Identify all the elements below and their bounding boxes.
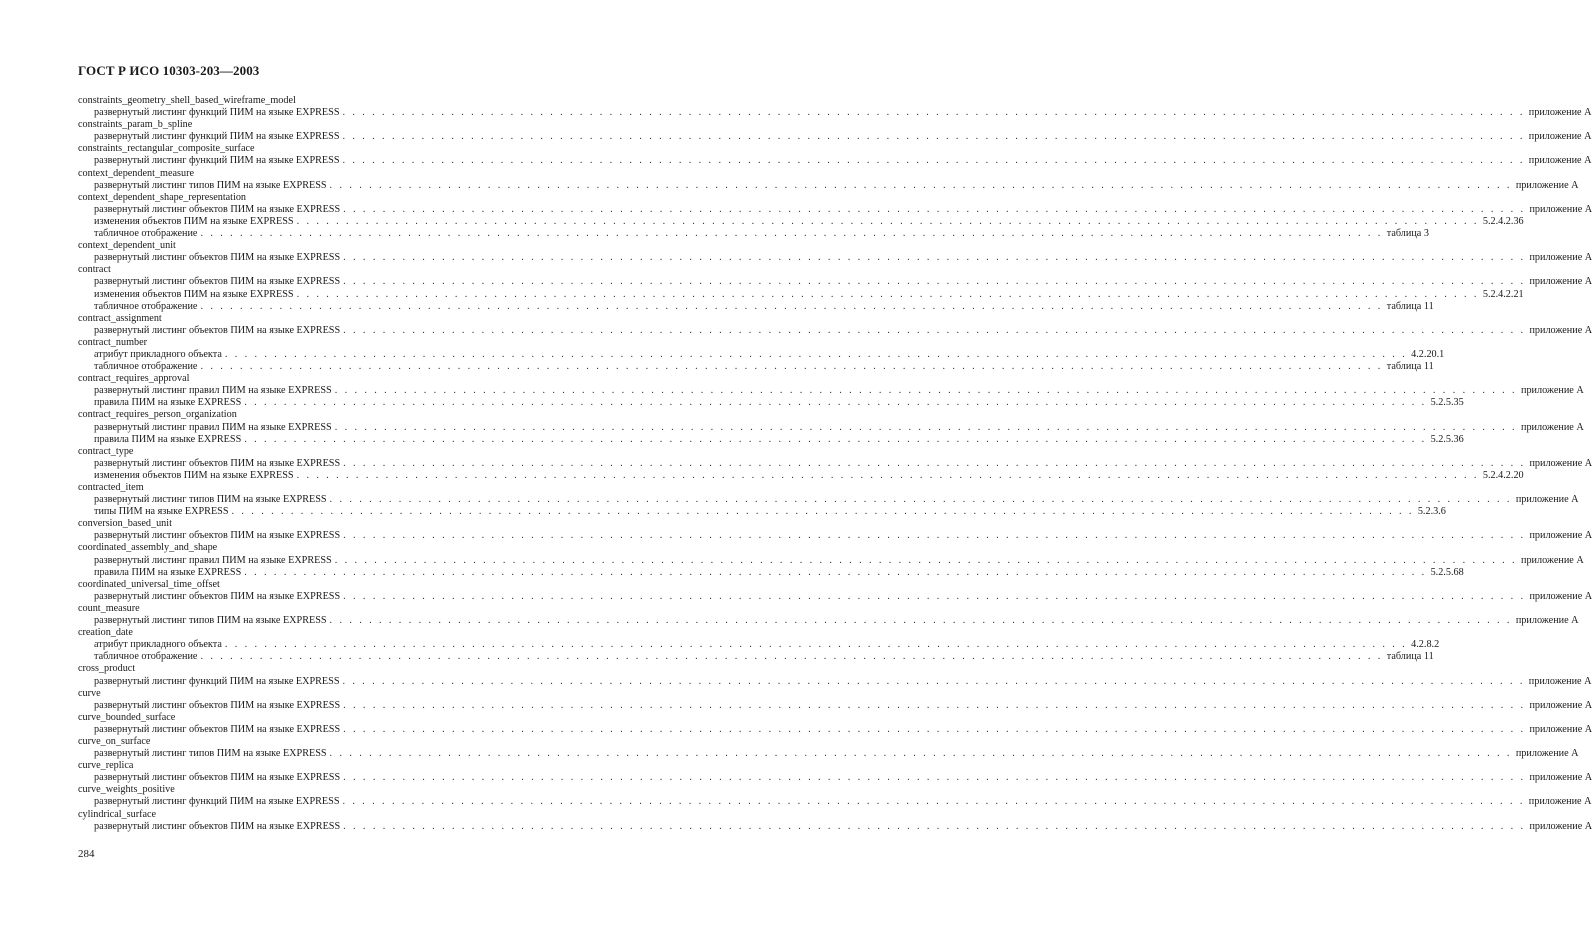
reference-label: развернутый листинг объектов ПИМ на языке EXPRESS (94, 203, 341, 215)
dot-leader: . . . . . . . . . . . . . . . . . . . . . . . . . . . . . . . . . . . . . . . . . . . . . . . . . . . . . . . . . . . . . . . . . . . . . . . . . . . . . . . . . . . . . . . . . . . . . . . . . . . . . . . . . . . . . . . . . . . . . . . . (231, 506, 1414, 518)
dot-leader: . . . . . . . . . . . . . . . . . . . . . . . . . . . . . . . . . . . . . . . . . . . . . . . . . . . . . . . . . . . . . . . . . . . . . . . . . . . . . . . . . . . . . . . . . . . . . . . . . . . . . . . . . . . . . . . . . . . . . . . . (334, 554, 1518, 566)
reference-label: развернутый листинг объектов ПИМ на языке EXPRESS (94, 252, 341, 264)
index-entry (78, 735, 1579, 760)
reference-label: изменения объектов ПИМ на языке EXPRESS (94, 469, 294, 481)
reference-label: изменения объектов ПИМ на языке EXPRESS (94, 215, 294, 227)
index-reference (78, 288, 1524, 301)
index-reference (78, 385, 1584, 397)
index-reference (78, 615, 1579, 627)
reference-target: приложение А (1515, 748, 1579, 760)
index-term: contract_assignment (78, 312, 162, 324)
index-entry (78, 627, 1440, 663)
reference-target: 5.2.4.2.36 (1482, 215, 1524, 227)
index-reference (78, 228, 1429, 240)
reference-target: приложение А (1528, 796, 1592, 808)
dot-leader: . . . . . . . . . . . . . . . . . . . . . . . . . . . . . . . . . . . . . . . . . . . . . . . . . . . . . . . . . . . . . . . . . . . . . . . . . . . . . . . . . . . . . . . . . . . . . . . . . . . . . . . . . . . . . . . . . . . . . . . . (343, 457, 1526, 469)
page-header: ГОСТ Р ИСО 10303-203—2003 (78, 63, 260, 78)
index-term: curve (78, 687, 101, 699)
reference-label: развернутый листинг правил ПИМ на языке EXPRESS (94, 554, 332, 566)
index-reference (78, 820, 1592, 833)
reference-target: таблица 11 (1386, 651, 1434, 663)
index-list (78, 95, 1592, 833)
index-reference (78, 723, 1592, 736)
index-entry (78, 518, 1592, 542)
index-term: cylindrical_surface (78, 808, 157, 820)
reference-label: развернутый листинг объектов ПИМ на языке EXPRESS (94, 324, 341, 336)
dot-leader: . . . . . . . . . . . . . . . . . . . . . . . . . . . . . . . . . . . . . . . . . . . . . . . . . . . . . . . . . . . . . . . . . . . . . . . . . . . . . . . . . . . . . . . . . . . . . . . . . . . . . . . . . . . . . . . . . . . . . . . . (200, 228, 1383, 240)
reference-target: приложение А (1529, 820, 1592, 832)
reference-target: приложение А (1521, 554, 1584, 566)
index-term: contract_requires_approval (78, 373, 190, 385)
reference-label: табличное отображение (94, 361, 198, 373)
reference-label: развернутый листинг объектов ПИМ на языке EXPRESS (94, 723, 341, 735)
dot-leader: . . . . . . . . . . . . . . . . . . . . . . . . . . . . . . . . . . . . . . . . . . . . . . . . . . . . . . . . . . . . . . . . . . . . . . . . . . . . . . . . . . . . . . . . . . . . . . . . . . . . . . . . . . . . . . . . . . . . . . . . (343, 324, 1526, 336)
index-reference (78, 361, 1434, 373)
index-reference (78, 131, 1592, 143)
index-reference (78, 469, 1524, 482)
dot-leader: . . . . . . . . . . . . . . . . . . . . . . . . . . . . . . . . . . . . . . . . . . . . . . . . . . . . . . . . . . . . . . . . . . . . . . . . . . . . . . . . . . . . . . . . . . . . . . . . . . . . . . . . . . . . . . . . . . . . . . . . (224, 639, 1408, 651)
index-entry (78, 191, 1592, 240)
index-reference (78, 457, 1592, 470)
reference-target: приложение А (1529, 699, 1592, 711)
index-reference (78, 699, 1592, 712)
index-entry (78, 542, 1584, 578)
reference-target: 5.2.5.35 (1430, 397, 1464, 409)
index-entry (78, 445, 1592, 482)
reference-label: развернутый листинг функций ПИМ на языке EXPRESS (94, 796, 340, 808)
index-reference (78, 179, 1579, 192)
reference-label: правила ПИМ на языке EXPRESS (94, 397, 242, 409)
dot-leader: . . . . . . . . . . . . . . . . . . . . . . . . . . . . . . . . . . . . . . . . . . . . . . . . . . . . . . . . . . . . . . . . . . . . . . . . . . . . . . . . . . . . . . . . . . . . . . . . . . . . . . . . . . . . . . . . . . . . . . . . (329, 179, 1512, 191)
reference-label: развернутый листинг функций ПИМ на языке EXPRESS (94, 131, 340, 143)
reference-label: развернутый листинг функций ПИМ на языке EXPRESS (94, 155, 340, 167)
reference-target: приложение А (1529, 457, 1592, 469)
index-reference (78, 494, 1579, 506)
reference-label: развернутый листинг объектов ПИМ на языке EXPRESS (94, 699, 341, 711)
index-reference (78, 506, 1446, 518)
reference-target: приложение А (1528, 107, 1592, 119)
dot-leader: . . . . . . . . . . . . . . . . . . . . . . . . . . . . . . . . . . . . . . . . . . . . . . . . . . . . . . . . . . . . . . . . . . . . . . . . . . . . . . . . . . . . . . . . . . . . . . . . . . . . . . . . . . . . . . . . . . . . . . . . (224, 348, 1408, 360)
index-reference (78, 252, 1592, 264)
index-reference (78, 530, 1592, 542)
index-reference (78, 215, 1524, 228)
index-entry (78, 264, 1592, 312)
reference-target: приложение А (1529, 590, 1592, 602)
dot-leader: . . . . . . . . . . . . . . . . . . . . . . . . . . . . . . . . . . . . . . . . . . . . . . . . . . . . . . . . . . . . . . . . . . . . . . . . . . . . . . . . . . . . . . . . . . . . . . . . . . . . . . . . . . . . . . . . . . . . . . . . (244, 397, 1427, 409)
reference-target: приложение А (1529, 530, 1592, 542)
reference-label: развернутый листинг правил ПИМ на языке EXPRESS (94, 385, 332, 397)
dot-leader: . . . . . . . . . . . . . . . . . . . . . . . . . . . . . . . . . . . . . . . . . . . . . . . . . . . . . . . . . . . . . . . . . . . . . . . . . . . . . . . . . . . . . . . . . . . . . . . . . . . . . . . . . . . . . . . . . . . . . . . . (244, 566, 1427, 578)
dot-leader: . . . . . . . . . . . . . . . . . . . . . . . . . . . . . . . . . . . . . . . . . . . . . . . . . . . . . . . . . . . . . . . . . . . . . . . . . . . . . . . . . . . . . . . . . . . . . . . . . . . . . . . . . . . . . . . . . . . . . . . . (200, 300, 1383, 312)
index-reference (78, 675, 1592, 688)
reference-label: табличное отображение (94, 300, 198, 312)
index-reference (78, 639, 1440, 651)
reference-target: приложение А (1529, 723, 1592, 735)
reference-label: развернутый листинг объектов ПИМ на языке EXPRESS (94, 457, 341, 469)
index-reference (78, 796, 1592, 808)
reference-target: приложение А (1529, 203, 1592, 215)
index-term: curve_bounded_surface (78, 711, 176, 723)
reference-target: 5.2.5.36 (1430, 433, 1464, 445)
reference-target: приложение А (1529, 772, 1592, 784)
reference-target: 5.2.4.2.20 (1482, 469, 1524, 481)
reference-target: таблица 11 (1386, 300, 1434, 312)
index-reference (78, 421, 1584, 434)
reference-label: табличное отображение (94, 228, 198, 240)
index-entry (78, 119, 1592, 143)
index-entry (78, 409, 1584, 445)
index-term: count_measure (78, 602, 140, 614)
dot-leader: . . . . . . . . . . . . . . . . . . . . . . . . . . . . . . . . . . . . . . . . . . . . . . . . . . . . . . . . . . . . . . . . . . . . . . . . . . . . . . . . . . . . . . . . . . . . . . . . . . . . . . . . . . . . . . . . . . . . . . . . (343, 252, 1526, 264)
index-entry (78, 808, 1592, 833)
dot-leader: . . . . . . . . . . . . . . . . . . . . . . . . . . . . . . . . . . . . . . . . . . . . . . . . . . . . . . . . . . . . . . . . . . . . . . . . . . . . . . . . . . . . . . . . . . . . . . . . . . . . . . . . . . . . . . . . . . . . . . . . (343, 699, 1526, 711)
index-term: cross_product (78, 663, 136, 675)
reference-target: приложение А (1529, 276, 1592, 288)
reference-label: табличное отображение (94, 651, 198, 663)
index-entry (78, 373, 1584, 409)
dot-leader: . . . . . . . . . . . . . . . . . . . . . . . . . . . . . . . . . . . . . . . . . . . . . . . . . . . . . . . . . . . . . . . . . . . . . . . . . . . . . . . . . . . . . . . . . . . . . . . . . . . . . . . . . . . . . . . . . . . . . . . . (296, 215, 1479, 227)
dot-leader: . . . . . . . . . . . . . . . . . . . . . . . . . . . . . . . . . . . . . . . . . . . . . . . . . . . . . . . . . . . . . . . . . . . . . . . . . . . . . . . . . . . . . . . . . . . . . . . . . . . . . . . . . . . . . . . . . . . . . . . . (343, 203, 1526, 215)
index-reference (78, 397, 1464, 409)
reference-target: приложение А (1515, 615, 1579, 627)
reference-label: развернутый листинг объектов ПИМ на языке EXPRESS (94, 772, 341, 784)
reference-label: развернутый листинг объектов ПИМ на языке EXPRESS (94, 820, 341, 832)
dot-leader: . . . . . . . . . . . . . . . . . . . . . . . . . . . . . . . . . . . . . . . . . . . . . . . . . . . . . . . . . . . . . . . . . . . . . . . . . . . . . . . . . . . . . . . . . . . . . . . . . . . . . . . . . . . . . . . . . . . . . . . . (329, 748, 1512, 760)
dot-leader: . . . . . . . . . . . . . . . . . . . . . . . . . . . . . . . . . . . . . . . . . . . . . . . . . . . . . . . . . . . . . . . . . . . . . . . . . . . . . . . . . . . . . . . . . . . . . . . . . . . . . . . . . . . . . . . . . . . . . . . . (342, 131, 1525, 143)
dot-leader: . . . . . . . . . . . . . . . . . . . . . . . . . . . . . . . . . . . . . . . . . . . . . . . . . . . . . . . . . . . . . . . . . . . . . . . . . . . . . . . . . . . . . . . . . . . . . . . . . . . . . . . . . . . . . . . . . . . . . . . . (334, 421, 1518, 433)
dot-leader: . . . . . . . . . . . . . . . . . . . . . . . . . . . . . . . . . . . . . . . . . . . . . . . . . . . . . . . . . . . . . . . . . . . . . . . . . . . . . . . . . . . . . . . . . . . . . . . . . . . . . . . . . . . . . . . . . . . . . . . . (244, 433, 1427, 445)
index-term: contracted_item (78, 482, 144, 493)
dot-leader: . . . . . . . . . . . . . . . . . . . . . . . . . . . . . . . . . . . . . . . . . . . . . . . . . . . . . . . . . . . . . . . . . . . . . . . . . . . . . . . . . . . . . . . . . . . . . . . . . . . . . . . . . . . . . . . . . . . . . . . . (343, 530, 1526, 542)
index-reference (78, 566, 1464, 579)
reference-target: приложение А (1529, 252, 1592, 264)
reference-label: правила ПИМ на языке EXPRESS (94, 433, 242, 445)
dot-leader: . . . . . . . . . . . . . . . . . . . . . . . . . . . . . . . . . . . . . . . . . . . . . . . . . . . . . . . . . . . . . . . . . . . . . . . . . . . . . . . . . . . . . . . . . . . . . . . . . . . . . . . . . . . . . . . . . . . . . . . . (343, 590, 1526, 602)
index-term: constraints_rectangular_composite_surface (78, 143, 255, 155)
index-entry (78, 240, 1592, 264)
index-reference (78, 748, 1579, 760)
index-entry (78, 687, 1592, 712)
index-reference (78, 772, 1592, 784)
index-term: contract (78, 264, 111, 276)
index-reference (78, 651, 1434, 663)
dot-leader: . . . . . . . . . . . . . . . . . . . . . . . . . . . . . . . . . . . . . . . . . . . . . . . . . . . . . . . . . . . . . . . . . . . . . . . . . . . . . . . . . . . . . . . . . . . . . . . . . . . . . . . . . . . . . . . . . . . . . . . . (329, 494, 1512, 506)
reference-label: развернутый листинг типов ПИМ на языке EXPRESS (94, 179, 327, 191)
reference-label: развернутый листинг функций ПИМ на языке EXPRESS (94, 107, 340, 119)
reference-target: приложение А (1515, 494, 1579, 506)
reference-target: 5.2.4.2.21 (1482, 288, 1524, 300)
index-entry (78, 482, 1579, 518)
index-reference (78, 107, 1592, 119)
index-term: contract_requires_person_organization (78, 409, 237, 421)
reference-target: 4.2.20.1 (1411, 348, 1445, 360)
dot-leader: . . . . . . . . . . . . . . . . . . . . . . . . . . . . . . . . . . . . . . . . . . . . . . . . . . . . . . . . . . . . . . . . . . . . . . . . . . . . . . . . . . . . . . . . . . . . . . . . . . . . . . . . . . . . . . . . . . . . . . . . (342, 107, 1525, 119)
reference-target: приложение А (1521, 421, 1584, 433)
index-term: coordinated_universal_time_offset (78, 578, 220, 590)
index-reference (78, 433, 1464, 446)
index-reference (78, 203, 1592, 216)
page-number: 284 (78, 848, 95, 860)
index-term: constraints_geometry_shell_based_wireframe_model (78, 95, 296, 106)
dot-leader: . . . . . . . . . . . . . . . . . . . . . . . . . . . . . . . . . . . . . . . . . . . . . . . . . . . . . . . . . . . . . . . . . . . . . . . . . . . . . . . . . . . . . . . . . . . . . . . . . . . . . . . . . . . . . . . . . . . . . . . . (334, 385, 1518, 397)
dot-leader: . . . . . . . . . . . . . . . . . . . . . . . . . . . . . . . . . . . . . . . . . . . . . . . . . . . . . . . . . . . . . . . . . . . . . . . . . . . . . . . . . . . . . . . . . . . . . . . . . . . . . . . . . . . . . . . . . . . . . . . . (342, 675, 1525, 687)
reference-label: развернутый листинг правил ПИМ на языке EXPRESS (94, 421, 332, 433)
index-term: coordinated_assembly_and_shape (78, 542, 218, 554)
index-term: contract_type (78, 445, 134, 457)
index-term: contract_number (78, 336, 148, 348)
reference-target: приложение А (1515, 179, 1579, 191)
index-reference (78, 590, 1592, 603)
dot-leader: . . . . . . . . . . . . . . . . . . . . . . . . . . . . . . . . . . . . . . . . . . . . . . . . . . . . . . . . . . . . . . . . . . . . . . . . . . . . . . . . . . . . . . . . . . . . . . . . . . . . . . . . . . . . . . . . . . . . . . . . (342, 796, 1525, 808)
dot-leader: . . . . . . . . . . . . . . . . . . . . . . . . . . . . . . . . . . . . . . . . . . . . . . . . . . . . . . . . . . . . . . . . . . . . . . . . . . . . . . . . . . . . . . . . . . . . . . . . . . . . . . . . . . . . . . . . . . . . . . . . (296, 469, 1479, 481)
index-term: conversion_based_unit (78, 518, 172, 530)
index-term: context_dependent_unit (78, 240, 176, 252)
reference-target: приложение А (1528, 155, 1592, 167)
reference-label: изменения объектов ПИМ на языке EXPRESS (94, 288, 294, 300)
index-term: constraints_param_b_spline (78, 119, 193, 131)
dot-leader: . . . . . . . . . . . . . . . . . . . . . . . . . . . . . . . . . . . . . . . . . . . . . . . . . . . . . . . . . . . . . . . . . . . . . . . . . . . . . . . . . . . . . . . . . . . . . . . . . . . . . . . . . . . . . . . . . . . . . . . . (343, 820, 1526, 832)
reference-target: 4.2.8.2 (1411, 639, 1440, 651)
index-term: curve_replica (78, 760, 134, 772)
reference-target: 5.2.5.68 (1430, 566, 1464, 578)
reference-label: развернутый листинг объектов ПИМ на языке EXPRESS (94, 276, 341, 288)
dot-leader: . . . . . . . . . . . . . . . . . . . . . . . . . . . . . . . . . . . . . . . . . . . . . . . . . . . . . . . . . . . . . . . . . . . . . . . . . . . . . . . . . . . . . . . . . . . . . . . . . . . . . . . . . . . . . . . . . . . . . . . . (343, 772, 1526, 784)
dot-leader: . . . . . . . . . . . . . . . . . . . . . . . . . . . . . . . . . . . . . . . . . . . . . . . . . . . . . . . . . . . . . . . . . . . . . . . . . . . . . . . . . . . . . . . . . . . . . . . . . . . . . . . . . . . . . . . . . . . . . . . . (329, 615, 1512, 627)
reference-label: правила ПИМ на языке EXPRESS (94, 566, 242, 578)
reference-label: развернутый листинг типов ПИМ на языке EXPRESS (94, 615, 327, 627)
index-term: creation_date (78, 627, 133, 639)
reference-label: развернутый листинг типов ПИМ на языке EXPRESS (94, 748, 327, 760)
index-entry (78, 167, 1579, 192)
index-term: curve_weights_positive (78, 784, 175, 796)
index-entry (78, 95, 1592, 119)
index-entry (78, 760, 1592, 784)
reference-label: атрибут прикладного объекта (94, 348, 222, 360)
reference-label: атрибут прикладного объекта (94, 639, 222, 651)
index-entry (78, 578, 1592, 603)
reference-target: приложение А (1529, 324, 1592, 336)
reference-target: таблица 11 (1386, 361, 1434, 373)
reference-target: приложение А (1528, 131, 1592, 143)
dot-leader: . . . . . . . . . . . . . . . . . . . . . . . . . . . . . . . . . . . . . . . . . . . . . . . . . . . . . . . . . . . . . . . . . . . . . . . . . . . . . . . . . . . . . . . . . . . . . . . . . . . . . . . . . . . . . . . . . . . . . . . . (342, 155, 1525, 167)
index-entry (78, 602, 1579, 627)
reference-target: 5.2.3.6 (1417, 506, 1446, 518)
dot-leader: . . . . . . . . . . . . . . . . . . . . . . . . . . . . . . . . . . . . . . . . . . . . . . . . . . . . . . . . . . . . . . . . . . . . . . . . . . . . . . . . . . . . . . . . . . . . . . . . . . . . . . . . . . . . . . . . . . . . . . . . (343, 723, 1526, 735)
dot-leader: . . . . . . . . . . . . . . . . . . . . . . . . . . . . . . . . . . . . . . . . . . . . . . . . . . . . . . . . . . . . . . . . . . . . . . . . . . . . . . . . . . . . . . . . . . . . . . . . . . . . . . . . . . . . . . . . . . . . . . . . (200, 651, 1383, 663)
dot-leader: . . . . . . . . . . . . . . . . . . . . . . . . . . . . . . . . . . . . . . . . . . . . . . . . . . . . . . . . . . . . . . . . . . . . . . . . . . . . . . . . . . . . . . . . . . . . . . . . . . . . . . . . . . . . . . . . . . . . . . . . (343, 276, 1526, 288)
index-entry (78, 663, 1592, 687)
reference-target: приложение А (1528, 675, 1592, 687)
index-term: curve_on_surface (78, 735, 151, 747)
dot-leader: . . . . . . . . . . . . . . . . . . . . . . . . . . . . . . . . . . . . . . . . . . . . . . . . . . . . . . . . . . . . . . . . . . . . . . . . . . . . . . . . . . . . . . . . . . . . . . . . . . . . . . . . . . . . . . . . . . . . . . . . (200, 361, 1383, 373)
reference-label: развернутый листинг объектов ПИМ на языке EXPRESS (94, 530, 341, 542)
reference-target: таблица 3 (1386, 228, 1429, 240)
dot-leader: . . . . . . . . . . . . . . . . . . . . . . . . . . . . . . . . . . . . . . . . . . . . . . . . . . . . . . . . . . . . . . . . . . . . . . . . . . . . . . . . . . . . . . . . . . . . . . . . . . . . . . . . . . . . . . . . . . . . . . . . (296, 288, 1479, 300)
index-entry (78, 711, 1592, 736)
index-entry (78, 784, 1592, 808)
index-reference (78, 300, 1434, 313)
index-term: context_dependent_shape_representation (78, 191, 247, 203)
index-reference (78, 276, 1592, 288)
index-entry (78, 143, 1592, 167)
reference-label: развернутый листинг объектов ПИМ на языке EXPRESS (94, 590, 341, 602)
index-reference (78, 348, 1445, 361)
reference-label: развернутый листинг функций ПИМ на языке EXPRESS (94, 675, 340, 687)
index-reference (78, 554, 1584, 567)
index-reference (78, 155, 1592, 167)
reference-target: приложение А (1521, 385, 1584, 397)
reference-label: типы ПИМ на языке EXPRESS (94, 506, 229, 518)
reference-label: развернутый листинг типов ПИМ на языке EXPRESS (94, 494, 327, 506)
index-term: context_dependent_measure (78, 167, 194, 179)
index-entry (78, 336, 1445, 373)
index-reference (78, 324, 1592, 337)
index-entry (78, 312, 1592, 337)
